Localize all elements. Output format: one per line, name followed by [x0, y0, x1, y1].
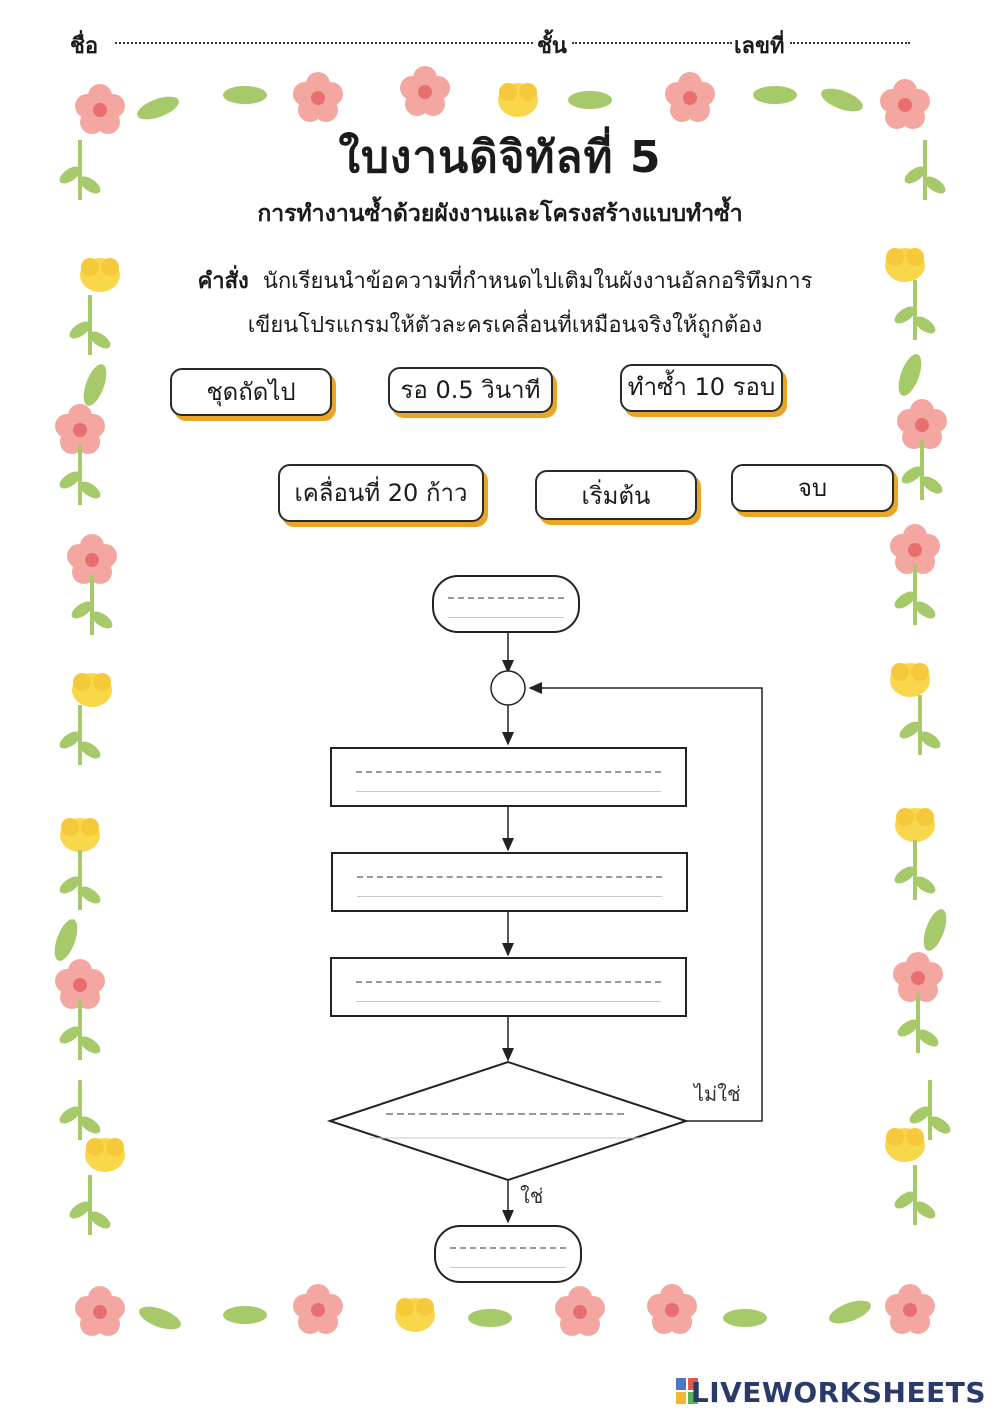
page-title: ใบงานดิจิทัลที่ 5 — [338, 132, 662, 183]
choice-card[interactable]: จบ — [731, 464, 894, 512]
no-branch-label: ไม่ใช่ — [694, 1082, 741, 1106]
choice-card[interactable]: ชุดถัดไป — [170, 368, 332, 416]
choice-card[interactable]: รอ 0.5 วินาที — [388, 367, 553, 413]
process-slot-2[interactable] — [331, 852, 688, 912]
instruction-text-1: นักเรียนนำข้อความที่กำหนดไปเติมในผังงานอัลกอริทึมการ — [262, 269, 813, 294]
instruction-label: คำสั่ง — [197, 269, 249, 294]
choice-card[interactable]: เคลื่อนที่ 20 ก้าว — [278, 464, 484, 522]
choice-card[interactable]: ทำซ้ำ 10 รอบ — [620, 364, 783, 412]
decision-slot[interactable] — [380, 1096, 630, 1136]
choice-card[interactable]: เริ่มต้น — [535, 470, 697, 520]
brand-name: LIVEWORKSHEETS — [690, 1376, 986, 1409]
process-slot-1[interactable] — [330, 747, 687, 807]
yes-branch-label: ใช่ — [520, 1184, 544, 1208]
name-label: ชื่อ — [70, 34, 99, 59]
number-label: เลขที่ — [734, 34, 785, 59]
end-slot[interactable] — [434, 1225, 582, 1283]
connector-circle — [491, 671, 525, 705]
instruction-text-2: เขียนโปรแกรมให้ตัวละครเคลื่อนที่เหมือนจริงให้ถูกต้อง — [247, 313, 763, 338]
process-slot-3[interactable] — [330, 957, 687, 1017]
page-subtitle: การทำงานซ้ำด้วยผังงานและโครงสร้างแบบทำซ้ำ — [257, 201, 743, 227]
class-label: ชั้น — [537, 34, 567, 59]
start-slot[interactable] — [432, 575, 580, 633]
